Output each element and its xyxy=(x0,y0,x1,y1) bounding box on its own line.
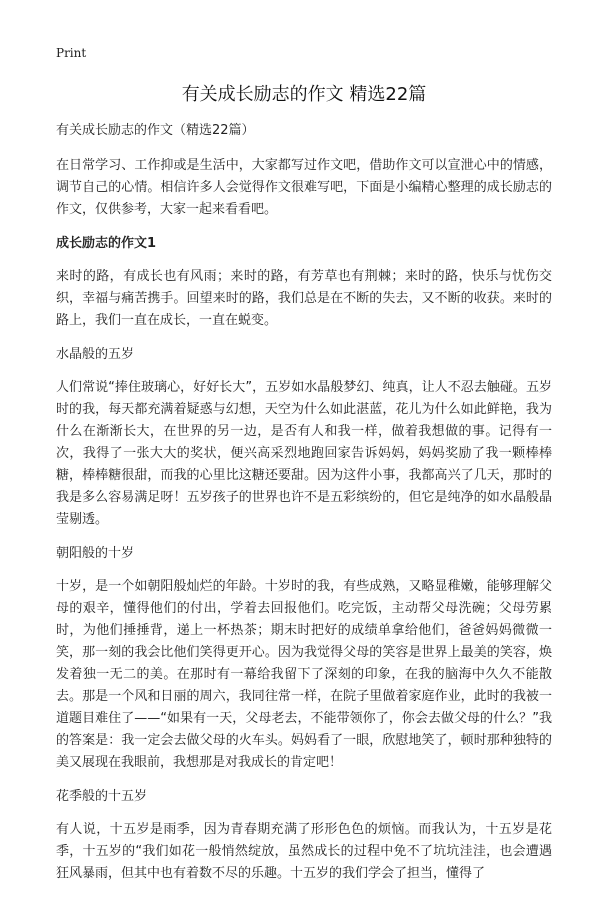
section-paragraph-1: 来时的路，有成长也有风雨；来时的路，有芳草也有荆棘；来时的路，快乐与忧伤交织，幸福与痛苦携手。回望来时的路，我们总是在不断的失去，又不断的收获。来时的路上，我们一直在成长，一直在蜕变。 xyxy=(56,269,552,328)
section-paragraph-five-years: 人们常说“捧住玻璃心，好好长大”，五岁如水晶般梦幻、纯真，让人不忍去触碰。五岁时的我，每天都充满着疑惑与幻想，天空为什么如此湛蓝，花儿为什么如此鲜艳，我为什么在渐渐长大，在世界的另一边，是否有人和我一样，做着我想做的事。记得有一次，我得了一张大大的奖状，便兴高采烈地跑回家告诉妈妈，妈妈奖励了我一颗棒棒糖，棒棒糖很甜，而我的心里比这糖还要甜。因为这件小事，我都高兴了几天，那时的我是多么容易满足呀！五岁孩子的世界也许不是五彩缤纷的，但它是纯净的如水晶般晶莹剔透。 xyxy=(56,380,552,527)
section-heading-ten-years: 朝阳般的十岁 xyxy=(56,546,135,561)
intro-paragraph: 在日常学习、工作抑或是生活中，大家都写过作文吧，借助作文可以宣泄心中的情感，调节自己的心情。相信许多人会觉得作文很难写吧，下面是小编精心整理的成长励志的作文，仅供参考，大家一起来看看吧。 xyxy=(56,158,552,217)
page-title: 有关成长励志的作文 精选22篇 xyxy=(181,84,427,105)
section-heading-fifteen-years: 花季般的十五岁 xyxy=(56,789,148,804)
section-paragraph-ten-years: 十岁，是一个如朝阳般灿烂的年龄。十岁时的我，有些成熟，又略显稚嫩，能够理解父母的艰辛，懂得他们的付出，学着去回报他们。吃完饭，主动帮父母洗碗；父母劳累时，为他们捶捶背，递上一杯热茶；期末时把好的成绩单拿给他们，爸爸妈妈微微一笑，那一刻的我会比他们笑得更开心。因为我觉得父母的笑容是世界上最美的笑容，焕发着独一无二的美。在那时有一幕给我留下了深刻的印象，在我的脑海中久久不能散去。那是一个风和日丽的周六，我同往常一样，在院子里做着家庭作业，此时的我被一道题目难住了——“如果有一天，父母老去，不能带领你了，你会去做父母的什么？”我的答案是：我一定会去做父母的火车头。妈妈看了一眼，欣慰地笑了，顿时那种独特的美又展现在我眼前，我想那是对我成长的肯定吧！ xyxy=(56,579,552,770)
section-heading-1: 成长励志的作文1 xyxy=(56,236,157,251)
article-subtitle: 有关成长励志的作文（精选22篇） xyxy=(56,123,255,138)
article-body xyxy=(56,120,552,897)
section-heading-five-years: 水晶般的五岁 xyxy=(56,347,135,362)
print-link[interactable]: Print xyxy=(56,46,87,60)
section-paragraph-fifteen-years: 有人说，十五岁是雨季，因为青春期充满了形形色色的烦恼。而我认为，十五岁是花季，十五岁的“我们如花一般悄然绽放，虽然成长的过程中免不了坑坑洼洼，也会遭遇狂风暴雨，但其中也有着数不尽的乐趣。十五岁的我们学会了担当，懂得了 xyxy=(56,822,552,881)
